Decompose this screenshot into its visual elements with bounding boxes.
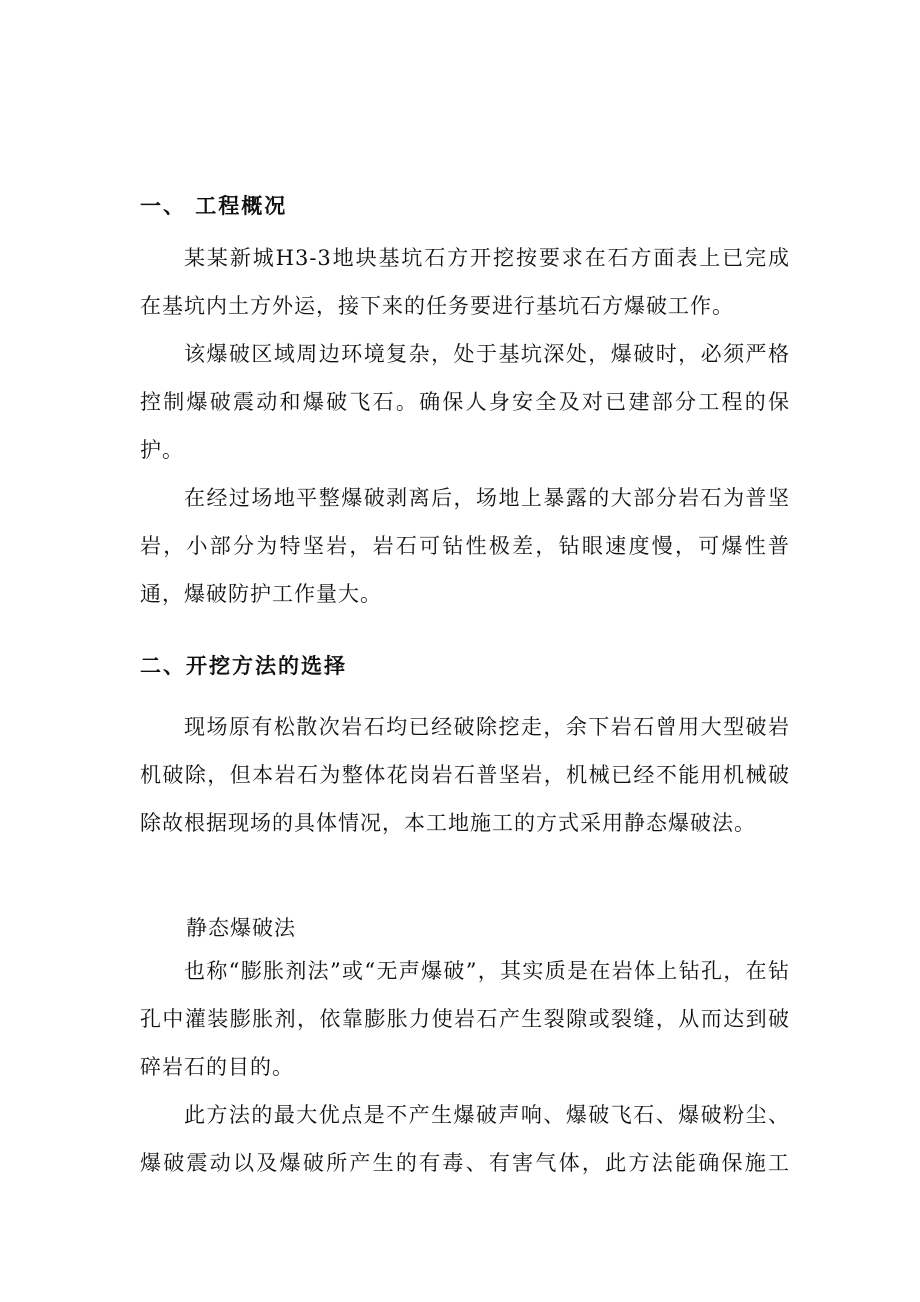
section-1-paragraph-1: 某某新城H3-3地块基坑石方开挖按要求在石方面表上已完成在基坑内土方外运，接下来的任务要进行基坑石方爆破工作。: [140, 246, 790, 318]
static-blasting-subheading: 静态爆破法: [186, 916, 296, 940]
section-2-paragraph-1: 现场原有松散次岩石均已经破除挖走，余下岩石曾用大型破岩机破除，但本岩石为整体花岗岩石普坚岩，机械已经不能用机械破除故根据现场的具体情况，本工地施工的方式采用静态爆破法。: [140, 715, 790, 835]
static-blasting-paragraph-2: 此方法的最大优点是不产生爆破声响、爆破飞石、爆破粉尘、爆破震动以及爆破所产生的有毒、有害气体，此方法能确保施工: [140, 1103, 790, 1175]
section-1-paragraph-2: 该爆破区域周边环境复杂，处于基坑深处，爆破时，必须严格控制爆破震动和爆破飞石。确保人身安全及对已建部分工程的保护。: [140, 342, 790, 462]
section-1-paragraph-3: 在经过场地平整爆破剥离后，场地上暴露的大部分岩石为普坚岩，小部分为特坚岩，岩石可钻性极差，钻眼速度慢，可爆性普通，爆破防护工作量大。: [140, 486, 790, 606]
section-1-heading: 一、 工程概况: [140, 194, 288, 218]
static-blasting-paragraph-1: 也称“膨胀剂法”或“无声爆破”，其实质是在岩体上钻孔，在钻孔中灌装膨胀剂，依靠膨胀力使岩石产生裂隙或裂缝，从而达到破碎岩石的目的。: [140, 959, 790, 1079]
section-2-heading: 二、开挖方法的选择: [140, 654, 347, 678]
